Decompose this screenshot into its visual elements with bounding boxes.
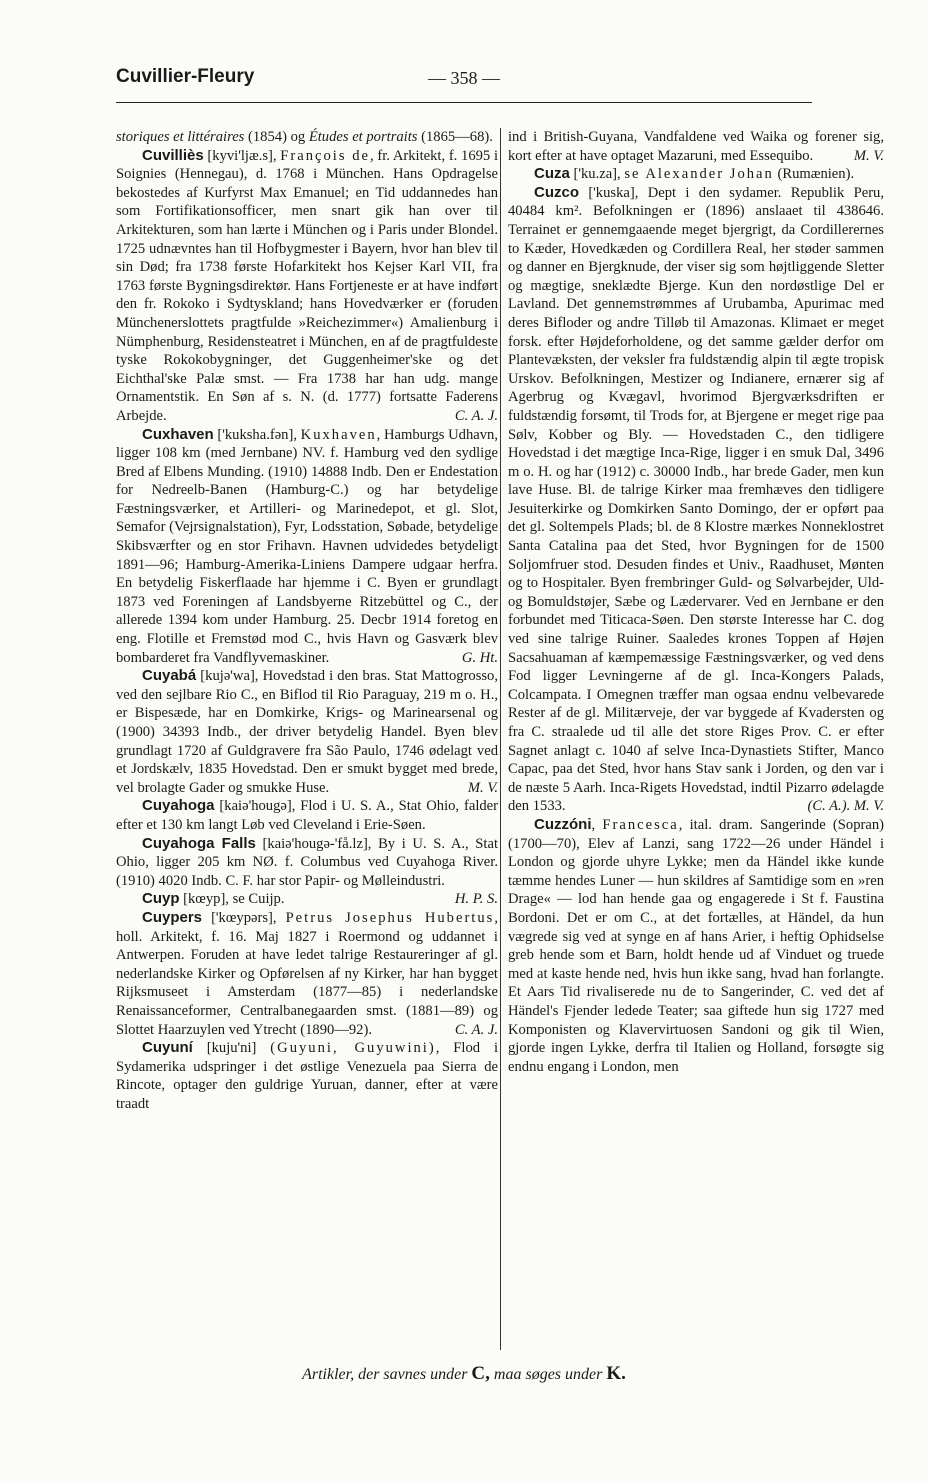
entry-signature: M. V. — [853, 147, 884, 164]
entry-headword: Cuyahoga — [142, 797, 215, 815]
entry-signature: C. A. J. — [454, 1021, 498, 1038]
entry-headword: Cuvilliès — [142, 146, 204, 164]
entry — [508, 165, 884, 184]
entry — [508, 816, 884, 1076]
entry — [116, 909, 498, 1039]
entry-headword: Cuyp — [142, 890, 180, 908]
entry-signature: C. A. J. — [454, 407, 498, 424]
entry-text: (1854) og — [244, 129, 309, 145]
entry-spaced-name: François de — [280, 147, 370, 164]
entry-spaced-name: Francesca — [602, 816, 679, 833]
column-divider — [500, 128, 501, 1350]
entry-pronunciation: ['ku.za], — [569, 166, 625, 183]
entry — [116, 797, 498, 834]
entry-body: ind i British-Guyana, Vandfaldene ved Waika og forener sig, kort efter at have optaget Mazaruni, med Essequibo. — [508, 129, 884, 164]
entry-pronunciation: ['kuska], — [579, 184, 648, 201]
entry-headword: Cuzzóni — [534, 815, 592, 833]
entry-body: , holl. Arkitekt, f. 16. Maj 1827 i Roermond og uddannet i Antwerpen. Foruden at have ledet talrige Restaureringer af gl. nederlandske Kirker og Opførelsen af ny Kirker, har han bygget Rijksmuseet i Amsterdam (1877—85) i nederlandske Renaissanceformer, Centralbanegaarden smst. (1881—89) og Slottet Haarzuylen ved Ytrecht (1890—92). — [116, 909, 498, 1038]
entry — [116, 426, 498, 668]
entry-body: , fr. Arkitekt, f. 1695 i Soignies (Hennegau), d. 1768 i München. Hans Opdragelse bekostedes af Kurfyrst Max Emanuel; en Tid uddannedes han som Fortifikationsofficer, men snart gik han over til Arkitekturen, som han lærte i München og i Paris under Blondel. 1725 udnævntes han til Hofbygmester i Bayern, hvor han blev til sin Død; fra 1738 første Hofarkitekt hos Kejser Karl VII, fra 1763 første Bygningsdirektør. Hans Fortjeneste er at have indført den fr. Rokoko i Sydtyskland; hans Hovedværker er (foruden Münchenerslottets pragtfulde »Reichezimmer«) Amalienburg i Nümphenburg, Residensteatret i München, en af de pragtfuldeste tyske Rokokobygninger, det Guggenheimer'ske og det Eichthal'ske Palæ smst. — Fra 1738 har han udg. mange Ornamentstik. En Søn af s. N. (d. 1777) fortsatte Faderens Arbejde. — [116, 147, 498, 424]
footer-note — [0, 1363, 928, 1385]
entry-pronunciation: [kaiə'hougə-'få.lz], — [255, 835, 379, 852]
entry — [116, 1039, 498, 1113]
entry-pronunciation: [kyvi'ljæ.s], — [203, 147, 281, 164]
entry-spaced-name: se Alexander Johan — [624, 166, 774, 183]
entry — [116, 667, 498, 797]
entry-pronunciation: ['kuksha.fən], — [213, 426, 301, 443]
entry-body: Hovedstad i den bras. Stat Mattogrosso, ved den sejlbare Rio C., en Biflod til Rio Paraguay, 219 m o. H., er Bispesæde, har en Domkirke, Krigs- og Marinearsenal og (1900) 34393 Indb., der driver betydelig Handel. Byen blev grundlagt 1720 af Guldgravere fra São Paulo, 1746 ødelagt ved et Jordskælv, 1835 Hovedstad. Den er smukt bygget med brede, vel brolagte Gader og smukke Huse. — [116, 668, 498, 796]
entry-body: Flod i U. S. A., Stat Ohio, falder efter et 130 km langt Løb ved Cleveland i Erie-Søen. — [116, 798, 499, 833]
footer-text: Artikler, der savnes under — [302, 1366, 472, 1383]
entry-headword: Cuzco — [534, 183, 579, 201]
entry-headword: Cuxhaven — [142, 425, 214, 443]
entry-pronunciation: [kujə'wa], — [196, 668, 263, 685]
entry — [116, 147, 498, 426]
entry-headword: Cuyahoga Falls — [142, 834, 256, 852]
entry-italic: storiques et littéraires — [116, 129, 245, 145]
entry-signature: H. P. S. — [454, 891, 498, 908]
entry-headword: Cuyuní — [142, 1039, 193, 1057]
entry-signature: M. V. — [467, 779, 498, 796]
header-rule — [116, 102, 812, 103]
entry-headword: Cuypers — [142, 908, 203, 926]
entry-spaced-name: (Guyuni, Guyuwini) — [270, 1040, 436, 1057]
entry-signature: G. Ht. — [461, 649, 498, 666]
entry-pronunciation: ['kœypərs], — [202, 909, 286, 926]
entry-body: se Cuijp. — [232, 891, 285, 908]
footer-mid: maa søges under — [489, 1366, 607, 1383]
entry-pronunciation: [kœyp], — [179, 891, 233, 908]
entry-headword: Cuza — [534, 165, 570, 183]
left-column — [116, 128, 498, 1113]
entry-pronunciation: [kuju'ni] — [192, 1040, 271, 1057]
entry-headword: Cuyabá — [142, 667, 197, 685]
entry-body: , Flod i Sydamerika udspringer i det østlige Venezuela paa Sierra de Rincote, optager den guldrige Yuruan, danner, efter at være traadt — [116, 1040, 498, 1112]
running-head-title: Cuvillier-Fleury — [116, 66, 255, 87]
entry-body: By i U. S. A., Stat Ohio, ligger 205 km NØ. f. Columbus ved Cuyahoga River. (1910) 4020 Indb. C. F. har stor Papir- og Mølleindustri. — [116, 835, 498, 889]
entry-signature: (C. A.). M. V. — [807, 798, 884, 815]
entry-body: (Rumænien). — [773, 166, 855, 183]
entry — [116, 128, 498, 147]
entry-body: , ital. dram. Sangerinde (Sopran) (1700—70), Elev af Lanzi, sang 1722—26 under Händel i London og gjorde uhyre Lykke; men da Händel ikke kunde tæmme hendes Luner — hun skildres af Samtidige som en »ren Drage« — lod han hende gaa og engagerede i St f. Faustina Bordoni. Det er om C., at det fortælles, at Händel, da hun vægrede sig ved at synge en af hans Arier, i heftig Ophidselse greb hende som et Barn, holdt hende ud af Vinduet og truede med at kaste hende ned, hvis hun ikke sang, hvad han forlangte. Et Aars Tid rivaliserede nu de to Sangerinder, C. ved det af Händel's Fjender ledede Teater; saa giftede hun sig 1727 med Komponisten og Klavervirtuosen Sandoni og gik til Wien, gjorde ingen Lykke, derfra til Italien og Holland, forsøgte sig endnu engang i London, men — [508, 816, 884, 1075]
entry-body: Dept i den sydamer. Republik Peru, 40484 km². Befolkningen er (1896) anslaaet til 438646. Terrainet er gennemgaaende meget bjergrigt, da Cordillerernes to Kæder, Hovedkæden og Cordillera Real, her støder sammen og danner en Bjergknude, der viser sig som højtliggende Sletter og mægtige, sneklædte Bjerge. Kun den nordøstlige Del er Lavland. Det gennemstrømmes af Urubamba, Apurimac med deres Bifloder og andre Tilløb til Amazonas. Klimaet er meget forsk. efter Højdeforholdene, og det samme gælder derfor om Plantevæksten, der veksler fra fuldstændig alpin til ægte tropisk Urskov. Befolkningen, Mestizer og Indianere, ernærer sig af Agerbrug og Kvægavl, hvorimod Bjergværksdriften er fuldstændig forsømt, til Trods for, at Bjergene er meget rige paa Sølv, Kobber og Bly. — Hovedstaden C., den tidligere Hovedstad i det mægtige Inca-Rige, ligger i en smuk Dal, 3496 m o. H. og har (1912) c. 30000 Indb., har brede Gader, men kun lave Huse. Bl. de talrige Kirker maa fremhæves den tidligere Jesuiterkirke og Domkirken Santo Domingo, der er opført paa det gl. Soltempels Plads; bl. de 8 Klostre mærkes Nonneklostret Santa Catalina paa det Sted, hvor Bygningen for de 1500 Soljomfruer stod. Desuden findes et Univ., Raadhuset, Mønten og to Hospitaler. Byen frembringer Guld- og Sølvarbejder, Uld- og Bomuldstøjer, Sæbe og Lædervarer. Ved en Jernbane er den forbundet med Titicaca-Søen. Den største Interesse har C. dog ved sine talrige Ruiner. Saaledes krones Toppen af Højen Sacsahuaman af kæmpemæssige Fæstningsværker, og ved dens Fod ligger Levningerne af de gl. Inca-Kongers Palads, Colcampata. I Omegnen træffer man ogsaa endnu velbevarede Rester af de gl. Militærveje, der var byggede af Kvadersten og fra C. straalede ud til alle det store Riges Prov. C. er efter Sagnet anlagt c. 1040 af selve Inca-Dynastiets Stifter, Manco Capac, paa det Sted, hvor hans Stav sank i Jorden, og den var i de næste 5 Aarh. Inca-Rigets Hovedstad, indtil Pizarro ødelagde den 1533. — [508, 184, 884, 815]
entry-spaced-name: Kuxhaven — [300, 426, 377, 443]
footer-letter-c: C, — [471, 1363, 490, 1384]
entry-spaced-name: Petrus Josephus Hubertus — [285, 909, 495, 926]
page-header — [116, 62, 812, 98]
footer-letter-k: K. — [606, 1363, 626, 1384]
entry — [508, 128, 884, 165]
entry-text: (1865—68). — [417, 129, 493, 145]
entry-body: , Hamburgs Udhavn, ligger 108 km (med Jernbane) NV. f. Hamburg ved den sydlige Bred af Elbens Munding. (1910) 14888 Indb. Den er Endestation for Nedreelb-Banen (Hamburg-C.) og har betydelige Fæstningsværker, et Artilleri- og Marinedepot, et gl. Slot, Semafor (Vejrsignalstation), Fyr, Lodsstation, Søbade, betydelige Skibsværfter og en stor Frihavn. Havnen udvidedes betydeligt 1891—96; Hamburg-Amerika-Liniens Dampere udgaar herfra. En betydelig Fiskerflaade har hjemme i C. Byen er grundlagt 1873 ved Foreningen af Landsbyerne Ritzebüttel og C., der allerede 1394 kom under Hamburg. 25. Decbr 1914 foretog en eng. Flotille et Fremstød mod C., hvis Havn og Gasværk blev bombarderet fra Vandflyvemaskiner. — [116, 426, 498, 666]
entry-pronunciation: [kaiə'hougə], — [214, 798, 301, 815]
right-column — [508, 128, 884, 1076]
entry-italic: Études et portraits — [308, 129, 418, 145]
entry — [508, 184, 884, 816]
entry-pronunciation: , — [591, 816, 603, 833]
page-number: — 358 — — [428, 68, 500, 88]
